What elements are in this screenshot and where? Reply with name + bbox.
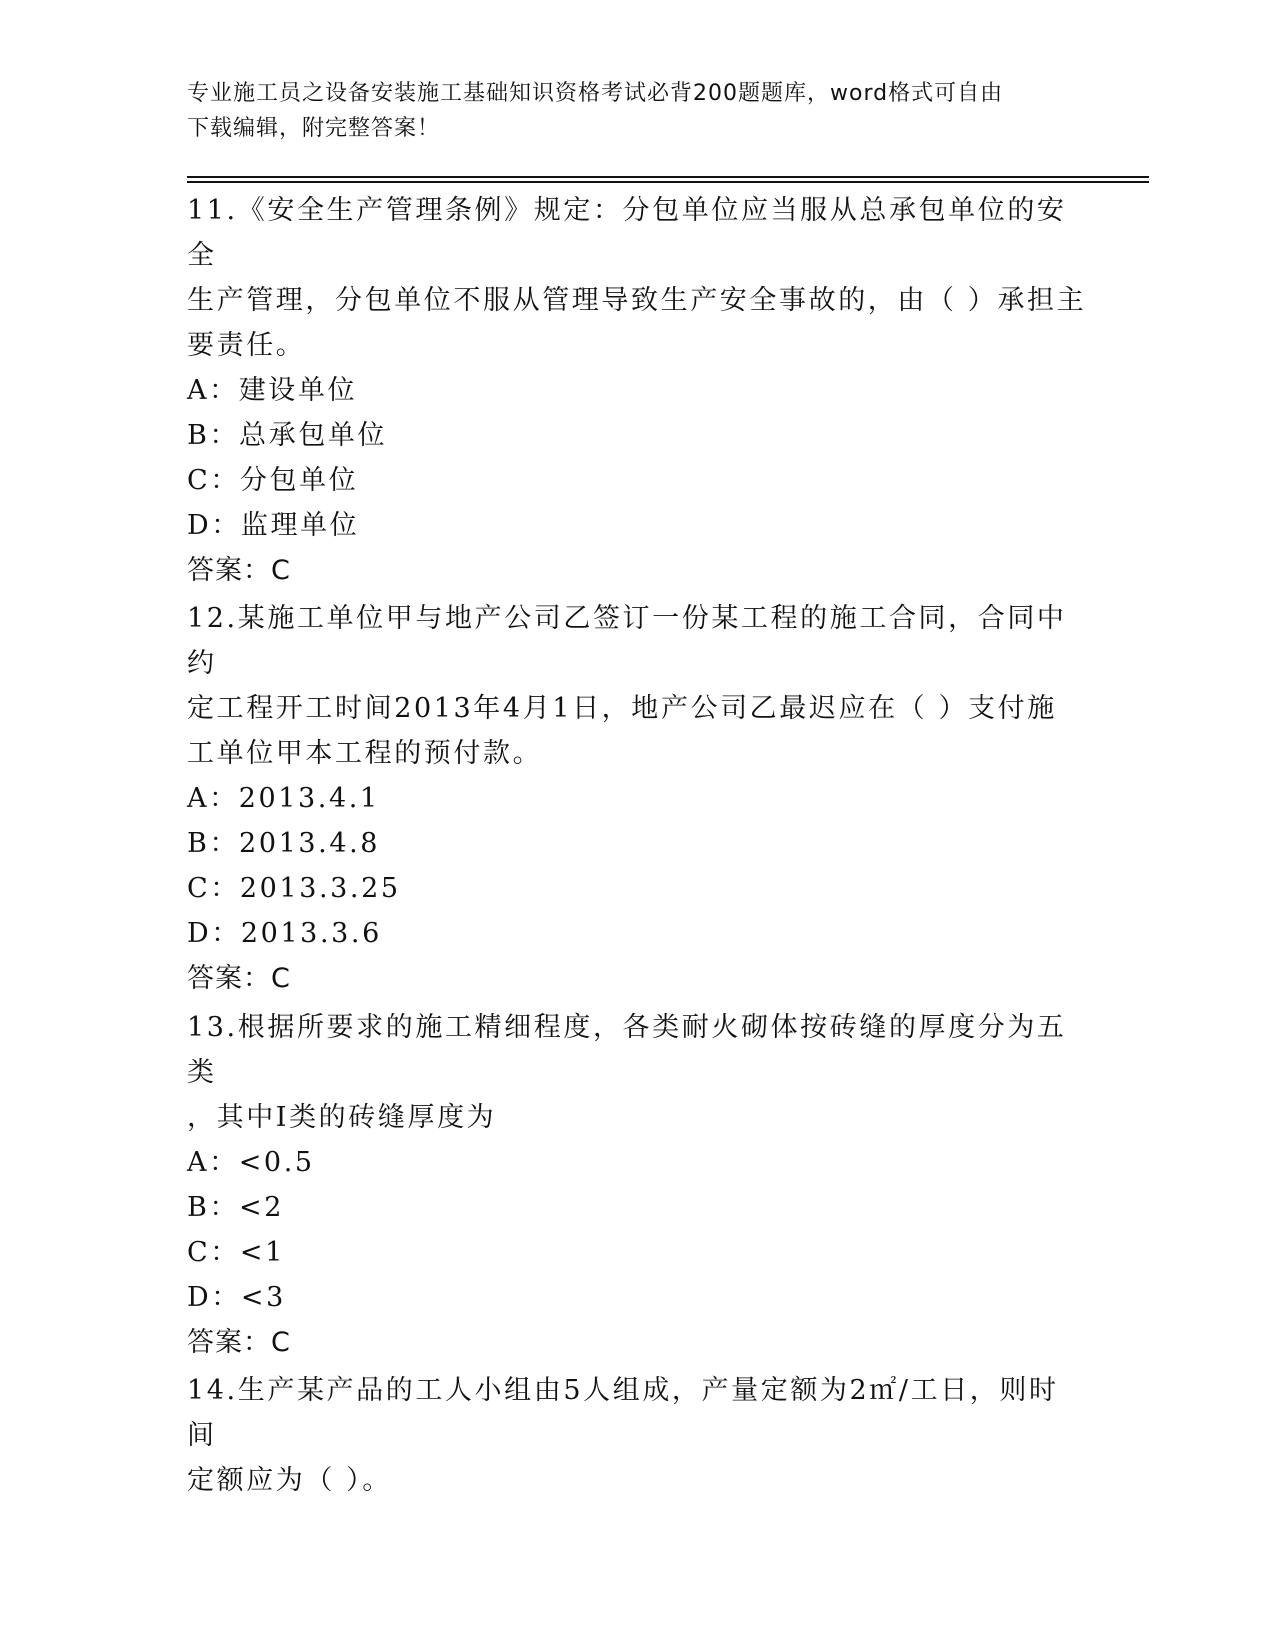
option-b: B：<2 <box>187 1192 285 1223</box>
option-a: A：2013.4.1 <box>187 783 380 814</box>
question-text-line: 要责任。 <box>187 330 306 361</box>
question-text-line: 定工程开工时间2013年4月1日，地产公司乙最迟应在（ ）支付施 <box>187 693 1057 724</box>
option-d: D：2013.3.6 <box>187 918 382 949</box>
question-text-line: 13.根据所要求的施工精细程度，各类耐火砌体按砖缝的厚度分为五类 <box>187 1012 1067 1088</box>
header-line-2: 下载编辑，附完整答案！ <box>187 116 441 141</box>
option-c: C：分包单位 <box>187 465 359 496</box>
question-text-line: ，其中Ⅰ类的砖缝厚度为 <box>187 1102 497 1133</box>
option-a: A：建设单位 <box>187 375 358 406</box>
option-d: D：监理单位 <box>187 510 360 541</box>
option-a: A：<0.5 <box>187 1147 315 1178</box>
option-d: D：<3 <box>187 1282 286 1313</box>
question-text-line: 定额应为（ ）。 <box>187 1465 392 1496</box>
document-header <box>187 76 1067 146</box>
header-line-1: 专业施工员之设备安装施工基础知识资格考试必背200题题库，word格式可自由 <box>187 81 1004 106</box>
option-b: B：总承包单位 <box>187 420 388 451</box>
question-13 <box>187 1005 1087 1365</box>
header-divider-top <box>187 176 1149 178</box>
option-c: C：2013.3.25 <box>187 873 401 904</box>
question-text-line: 11.《安全生产管理条例》规定：分包单位应当服从总承包单位的安全 <box>187 195 1067 271</box>
header-divider-bottom <box>187 181 1149 183</box>
question-11 <box>187 188 1087 593</box>
question-text-line: 生产管理，分包单位不服从管理导致生产安全事故的，由（ ）承担主 <box>187 285 1087 316</box>
question-text-line: 12.某施工单位甲与地产公司乙签订一份某工程的施工合同，合同中约 <box>187 603 1067 679</box>
option-c: C：<1 <box>187 1237 285 1268</box>
question-text-line: 14.生产某产品的工人小组由5人组成，产量定额为2㎡/工日，则时间 <box>187 1375 1059 1451</box>
answer: 答案：C <box>187 1327 291 1358</box>
question-text-line: 工单位甲本工程的预付款。 <box>187 738 543 769</box>
question-14 <box>187 1368 1087 1503</box>
option-b: B：2013.4.8 <box>187 828 381 859</box>
answer: 答案：C <box>187 555 291 586</box>
answer: 答案：C <box>187 963 291 994</box>
question-12 <box>187 596 1087 1001</box>
